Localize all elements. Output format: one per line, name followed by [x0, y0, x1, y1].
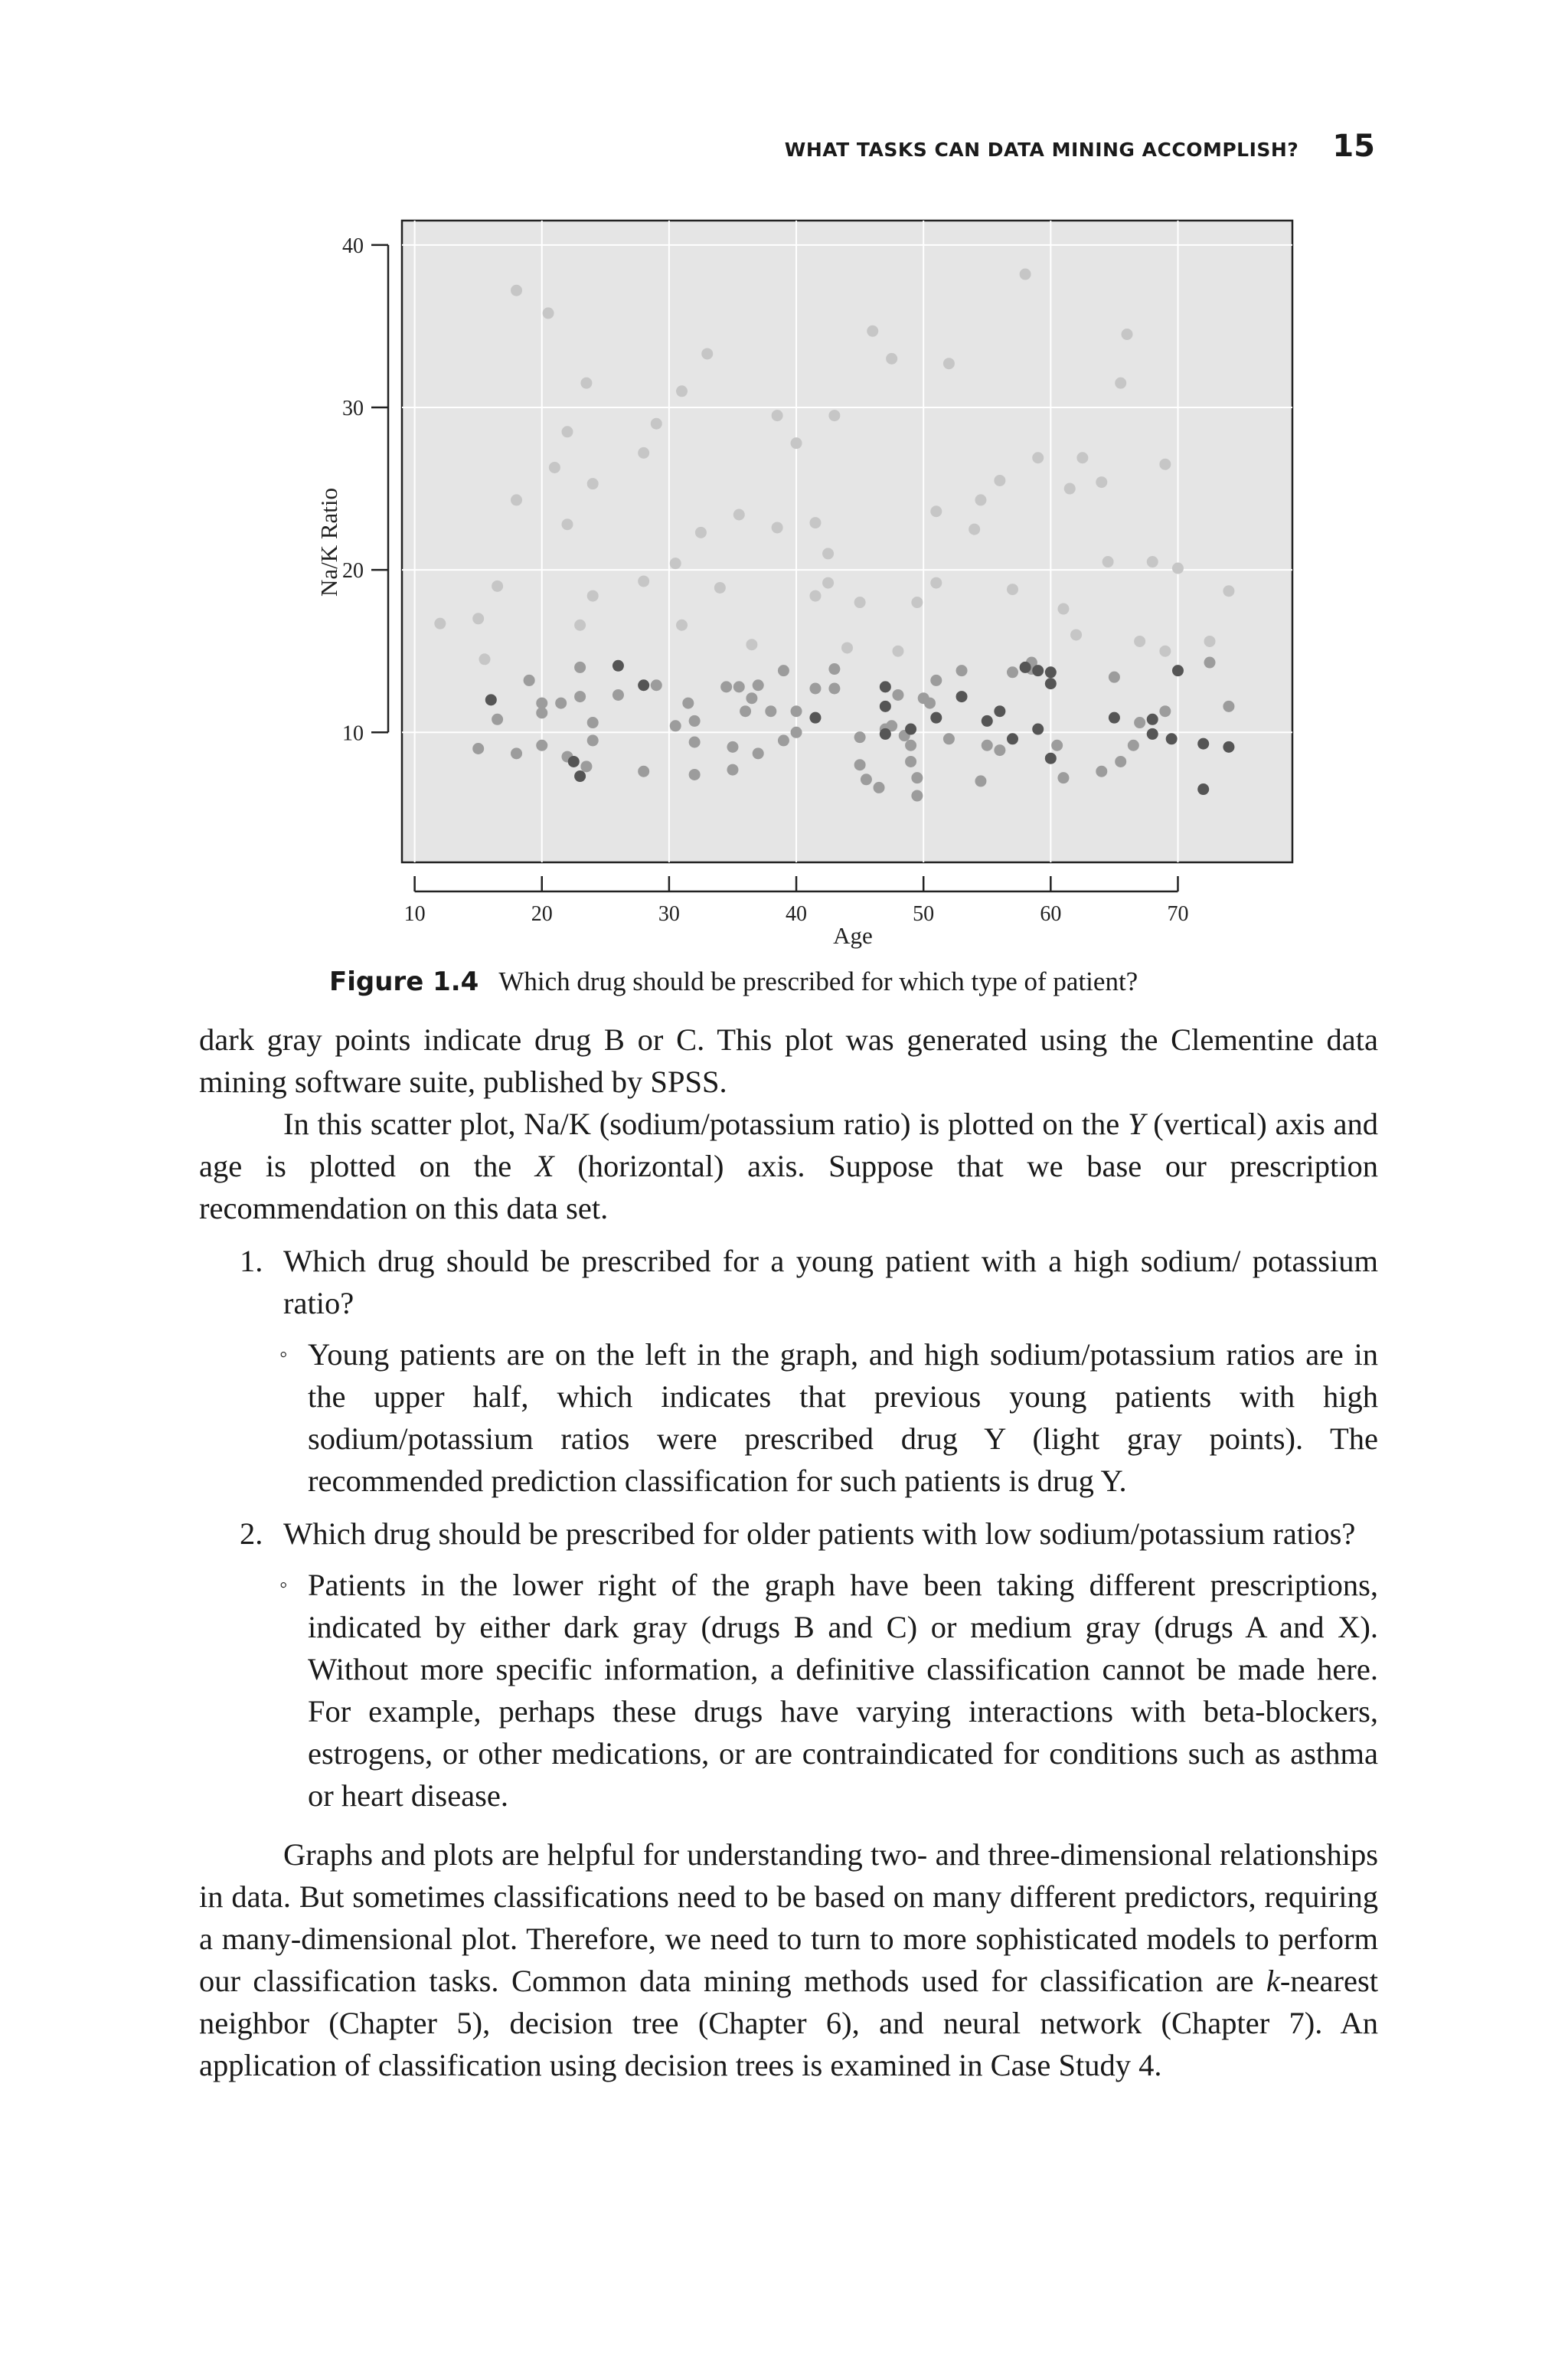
data-point-light [809, 517, 821, 528]
data-point-light [587, 478, 599, 489]
data-point-medium [828, 682, 840, 694]
data-point-light [791, 437, 802, 449]
data-point-medium [778, 734, 789, 746]
data-point-light [911, 597, 923, 608]
data-point-medium [524, 675, 535, 686]
data-point-light [1064, 483, 1076, 495]
data-point-dark [905, 724, 916, 735]
page-number: 15 [1332, 129, 1375, 164]
data-point-light [892, 646, 903, 657]
data-point-dark [1045, 678, 1057, 689]
data-point-medium [791, 705, 802, 717]
paragraph: Graphs and plots are helpful for understanding two- and three-dimensional relationships in data. But sometimes classifications need to be based on many different predictors, requiring a many-dimensional plot. Therefore, we need to turn to more sophisticated models to perform our classification tasks. Common data mining methods used for classification are k-nearest neighbor (Chapter 5), decision tree (Chapter 6), and neural network (Chapter 7). An application of classification using decision trees is examined in Case Study 4. [199, 1837, 1378, 2082]
data-point-medium [682, 698, 694, 709]
data-point-dark [1109, 712, 1120, 724]
data-point-medium [511, 747, 522, 759]
data-point-dark [574, 770, 586, 782]
data-point-light [1204, 636, 1216, 647]
figure-caption-text: Which drug should be prescribed for which type of patient? [498, 966, 1138, 996]
data-point-light [1147, 556, 1158, 567]
data-point-medium [720, 681, 732, 692]
data-point-light [1159, 459, 1171, 470]
data-point-medium [809, 682, 821, 694]
y-tick-label: 40 [342, 234, 364, 258]
answer-item: ◦ Young patients are on the left in the graph, and high sodium/potassium ratios are in the upper half, which indicates that previous young patients with high sodium/potassium ratios were prescribed drug Y (light gray points). The recommended prediction classification for such patients is drug Y. [199, 1333, 1378, 1502]
plot-area [402, 221, 1292, 862]
data-point-light [746, 639, 757, 650]
data-point-dark [809, 712, 821, 724]
list-number: 2. [240, 1516, 263, 1551]
data-point-dark [1147, 714, 1158, 725]
data-point-dark [1172, 665, 1184, 676]
data-point-dark [1045, 753, 1057, 764]
data-point-medium [727, 764, 738, 776]
data-point-light [943, 358, 955, 369]
data-point-medium [1096, 766, 1107, 777]
data-point-dark [994, 705, 1005, 717]
data-point-dark [1032, 724, 1044, 735]
data-point-light [1020, 269, 1031, 280]
data-point-medium [492, 714, 503, 725]
y-tick-label: 30 [342, 396, 364, 420]
data-point-medium [746, 692, 757, 704]
data-point-medium [727, 741, 738, 753]
answer-item: ◦ Patients in the lower right of the graph have been taking different prescriptions, indicated by either dark gray (drugs B and C) or medium gray (drugs A and X). Without more specific information, a definitive classification cannot be made here. For example, perhaps these drugs have varying interactions with beta-blockers, estrogens, or other medications, or are contraindicated for conditions such as asthma or heart disease. [199, 1564, 1378, 1817]
data-point-light [828, 410, 840, 421]
data-point-light [587, 590, 599, 602]
data-point-light [511, 285, 522, 296]
data-point-dark [568, 756, 580, 767]
plot-background [402, 221, 1292, 862]
data-point-dark [1020, 662, 1031, 673]
data-point-medium [689, 769, 701, 780]
scatter-figure [0, 0, 1568, 965]
figure-label: Figure 1.4 [329, 966, 479, 997]
paragraph: dark gray points indicate drug B or C. This plot was generated using the Clementine data mining software suite, published by SPSS. [199, 1022, 1378, 1099]
data-point-dark [1147, 728, 1158, 740]
data-point-dark [880, 701, 891, 712]
data-point-light [975, 494, 986, 505]
data-point-medium [1223, 701, 1234, 712]
data-point-light [695, 527, 707, 538]
data-point-medium [689, 737, 701, 748]
data-point-medium [689, 715, 701, 727]
data-point-medium [982, 740, 993, 751]
data-point-dark [880, 681, 891, 692]
data-point-medium [791, 727, 802, 738]
data-point-light [574, 620, 586, 631]
data-point-medium [1128, 740, 1139, 751]
x-tick-label: 70 [1167, 902, 1189, 926]
data-point-medium [765, 705, 776, 717]
data-point-medium [905, 756, 916, 767]
data-point-light [549, 462, 560, 473]
data-point-light [638, 575, 649, 587]
data-point-medium [555, 698, 567, 709]
running-head-title: WHAT TASKS CAN DATA MINING ACCOMPLISH? [784, 139, 1299, 161]
data-point-light [1057, 603, 1069, 615]
data-point-medium [892, 689, 903, 701]
data-point-light [733, 509, 745, 520]
data-point-dark [485, 694, 497, 705]
data-point-medium [911, 790, 923, 802]
data-point-light [543, 307, 554, 319]
data-point-light [676, 385, 688, 397]
data-point-light [479, 653, 490, 665]
data-point-light [822, 548, 834, 559]
data-point-medium [1051, 740, 1063, 751]
paragraph: In this scatter plot, Na/K (sodium/potassium ratio) is plotted on the Y (vertical) axis and age is plotted on the X (horizontal) axis. Suppose that we base our prescription recommendation on this data set. [199, 1107, 1378, 1225]
data-point-light [638, 447, 649, 459]
data-point-medium [753, 747, 764, 759]
data-point-medium [1057, 772, 1069, 783]
data-point-light [1102, 556, 1114, 567]
data-point-dark [982, 715, 993, 727]
data-point-medium [1204, 657, 1216, 669]
data-point-medium [994, 744, 1005, 756]
data-point-medium [874, 782, 885, 793]
data-point-medium [587, 734, 599, 746]
data-point-light [670, 558, 681, 569]
data-point-light [841, 642, 853, 653]
data-point-light [1076, 452, 1088, 463]
data-point-light [1159, 646, 1171, 657]
data-point-medium [587, 717, 599, 728]
data-point-light [580, 378, 592, 389]
data-point-medium [612, 689, 624, 701]
data-point-medium [1007, 666, 1018, 678]
data-point-medium [778, 665, 789, 676]
data-point-light [492, 581, 503, 592]
data-point-light [714, 582, 726, 594]
data-point-dark [1032, 665, 1044, 676]
data-point-medium [740, 705, 751, 717]
data-point-medium [905, 740, 916, 751]
x-tick-label: 50 [913, 902, 935, 926]
data-point-medium [733, 681, 745, 692]
x-tick-label: 40 [786, 902, 808, 926]
data-point-dark [1197, 783, 1209, 795]
data-point-light [434, 618, 446, 630]
data-point-light [1134, 636, 1145, 647]
data-point-medium [536, 740, 547, 751]
body-text [199, 1019, 1378, 2086]
data-point-light [969, 524, 980, 535]
data-point-dark [1166, 733, 1178, 744]
data-point-light [809, 590, 821, 602]
bullet-icon: ◦ [279, 1572, 288, 1598]
data-point-medium [638, 766, 649, 777]
data-point-dark [1007, 733, 1018, 744]
data-point-dark [638, 679, 649, 691]
data-point-light [994, 475, 1005, 486]
data-point-dark [956, 691, 968, 702]
data-point-dark [1223, 741, 1234, 753]
data-point-medium [975, 775, 986, 787]
data-point-medium [580, 760, 592, 772]
data-point-medium [753, 679, 764, 691]
data-point-dark [1045, 666, 1057, 678]
y-tick-label: 10 [342, 721, 364, 746]
data-point-light [1122, 329, 1133, 340]
x-tick-label: 20 [531, 902, 553, 926]
data-point-dark [930, 712, 942, 724]
data-point-dark [880, 728, 891, 740]
data-point-light [701, 348, 713, 359]
x-tick-label: 60 [1040, 902, 1062, 926]
y-axis-title: Na/K Ratio [315, 487, 342, 597]
data-point-light [1007, 584, 1018, 595]
data-point-medium [828, 663, 840, 675]
data-point-light [930, 577, 942, 589]
data-point-medium [854, 759, 866, 770]
data-point-light [854, 597, 866, 608]
y-tick-label: 20 [342, 559, 364, 584]
data-point-light [1223, 585, 1234, 597]
data-point-medium [1134, 717, 1145, 728]
data-point-medium [574, 691, 586, 702]
numbered-question: 1. Which drug should be prescribed for a young patient with a high sodium/ potassium ratio? [199, 1240, 1378, 1324]
data-point-medium [1109, 672, 1120, 683]
data-point-light [886, 353, 897, 365]
bullet-icon: ◦ [279, 1342, 288, 1367]
data-point-medium [924, 698, 936, 709]
data-point-medium [1115, 756, 1126, 767]
data-point-medium [861, 774, 872, 785]
x-tick-label: 30 [658, 902, 680, 926]
data-point-medium [943, 733, 955, 744]
data-point-light [561, 518, 573, 530]
data-point-medium [670, 720, 681, 731]
numbered-question: 2. Which drug should be prescribed for older patients with low sodium/potassium ratios? [199, 1513, 1378, 1555]
data-point-medium [930, 675, 942, 686]
data-point-medium [574, 662, 586, 673]
data-point-light [676, 620, 688, 631]
data-point-light [1172, 563, 1184, 574]
data-point-medium [472, 743, 484, 754]
x-tick-label: 10 [403, 902, 426, 926]
data-point-light [822, 577, 834, 589]
data-point-light [1096, 476, 1107, 488]
data-point-medium [854, 731, 866, 743]
list-number: 1. [240, 1244, 263, 1278]
figure-caption [329, 966, 1401, 997]
data-point-dark [612, 660, 624, 672]
data-point-dark [1197, 738, 1209, 750]
data-point-light [772, 522, 783, 533]
data-point-light [1070, 629, 1082, 640]
data-point-light [930, 505, 942, 517]
data-point-light [561, 426, 573, 437]
data-point-light [1032, 452, 1044, 463]
data-point-light [1115, 378, 1126, 389]
data-point-light [651, 418, 662, 430]
data-point-light [511, 494, 522, 505]
data-point-medium [1159, 705, 1171, 717]
data-point-light [867, 325, 878, 337]
data-point-medium [911, 772, 923, 783]
x-axis-title: Age [833, 922, 873, 949]
data-point-medium [956, 665, 968, 676]
data-point-medium [536, 698, 547, 709]
data-point-light [772, 410, 783, 421]
data-point-light [472, 613, 484, 624]
data-point-medium [651, 679, 662, 691]
